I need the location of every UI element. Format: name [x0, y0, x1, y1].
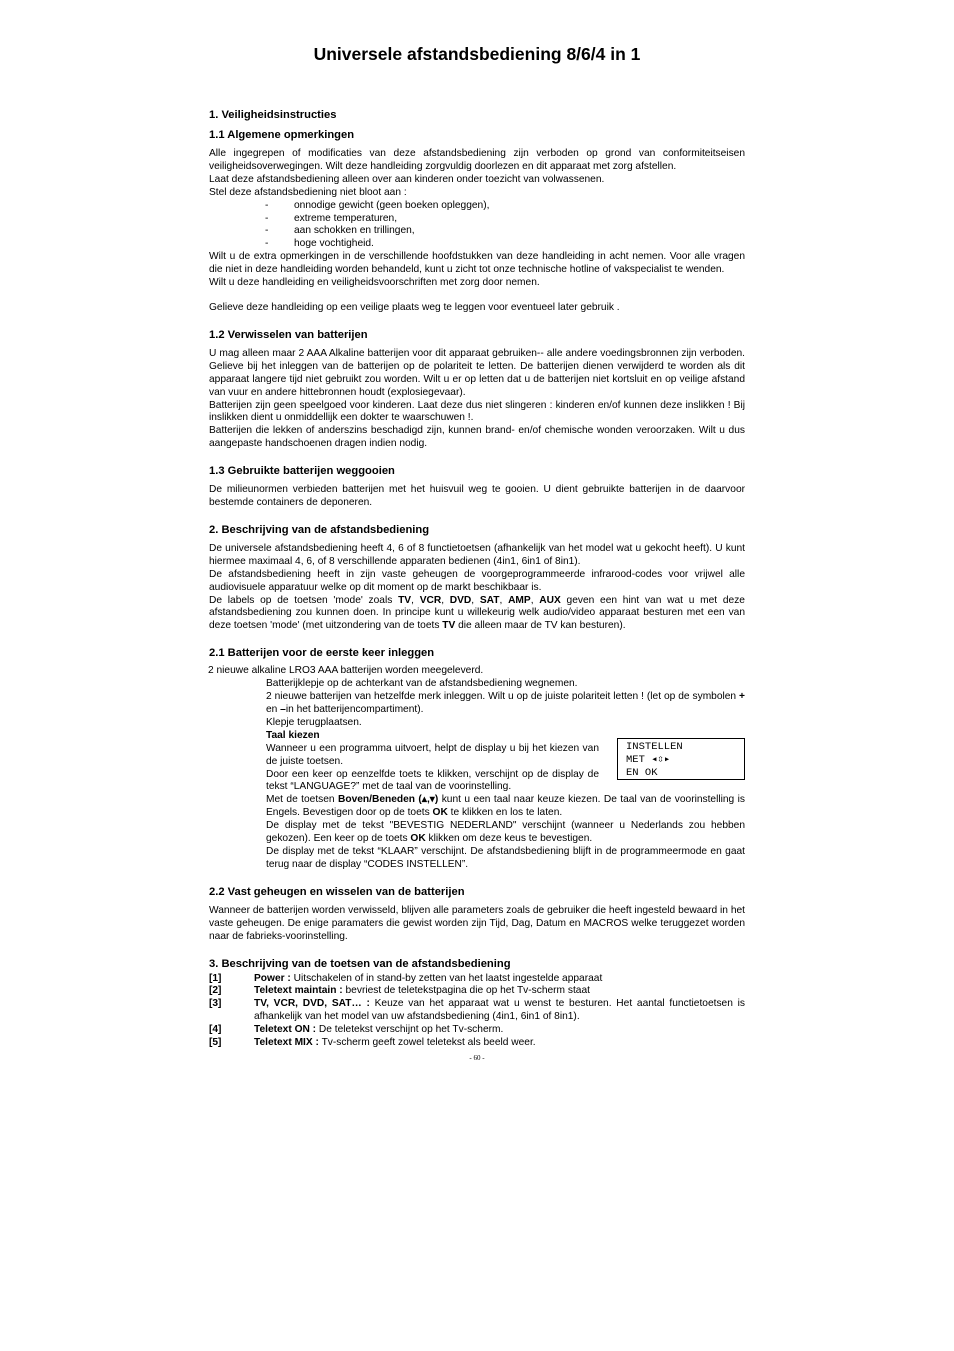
arrow-up-down-icon: ▴,▾) [421, 794, 439, 806]
key-list [209, 973, 745, 1050]
indented-steps [266, 678, 745, 872]
paragraph: Laat deze afstandsbediening alleen over aan kinderen onder toezicht van volwassenen. [209, 173, 605, 185]
list-item: - aan schokken en trillingen, [209, 225, 745, 238]
list-item: [4] Teletext ON : De teletekst verschijnt op het Tv-scherm. [209, 1024, 504, 1036]
list-item: [3] TV, VCR, DVD, SAT… : Keuze van het apparaat wat u wenst te besturen. Het aantal functietoetsen is afhankelijk van het model van uw afstandsbediening (4in1, 6in1 of 8in1). [209, 998, 745, 1023]
paragraph: Batterijen zijn geen speelgoed voor kinderen. Laat deze dus niet slingeren : kinderen en/of kunnen deze inslikken ! Bij inslikken dient u onmiddellijk een dokter te waarschuwen !. [209, 399, 745, 424]
page-title: Universele afstandsbediening 8/6/4 in 1 [313, 44, 641, 64]
page-number: - 60 - [469, 1054, 485, 1062]
paragraph: Wanneer u een programma uitvoert, helpt de display u bij het kiezen van de juiste toetsen. [266, 742, 599, 767]
lcd-line: INSTELLEN [626, 740, 683, 753]
paragraph: 2 nieuwe alkaline LRO3 AAA batterijen worden meegeleverd. [208, 665, 484, 677]
hazard-list [209, 200, 745, 252]
list-item: - extreme temperaturen, [209, 213, 745, 226]
paragraph: De milieunormen verbieden batterijen met het huisvuil weg te gooien. U dient gebruikte batterijen in de daarvoor bestemde containers de deponeren. [209, 484, 745, 509]
paragraph: De labels op de toetsen 'mode' zoals TV, VCR, DVD, SAT, AMP, AUX geven een hint van wat u met deze afstandsbediening zou kunnen doen. In principe kunt u willekeurig welk audio/video apparaat besturen met een van deze toetsen 'mode' (met uitzondering van de toets TV die alleen maar de TV kan besturen). [209, 594, 745, 632]
section-1-2-heading: 1.2 Verwisselen van batterijen [209, 328, 368, 341]
paragraph: Batterijklepje op de achterkant van de afstandsbediening wegnemen. [266, 678, 578, 690]
lcd-line: EN OK [626, 766, 658, 779]
paragraph: Gelieve deze handleiding op een veilige plaats weg te leggen voor eventueel later gebruik . [209, 301, 620, 313]
paragraph: De universele afstandsbediening heeft 4, 6 of 8 functietoetsen (afhankelijk van het model wat u gekocht heeft). U kunt hiermee maximaal 4, 6, of 8 verschillende apparaten bedienen (4in1, 6in1 of 8in1). [209, 542, 745, 567]
paragraph: Stel deze afstandsbediening niet bloot aan : [209, 186, 407, 198]
paragraph: De afstandsbediening heeft in zijn vaste geheugen de voorgeprogrammeerde infrarood-codes voor vrijwel alle audiovisuele apparatuur welke op dit moment op de markt beschikbaar is. [209, 568, 745, 593]
section-3-heading: 3. Beschrijving van de toetsen van de afstandsbediening [209, 957, 511, 970]
paragraph: Wilt u deze handleiding en veiligheidsvoorschriften met zorg door nemen. [209, 277, 540, 289]
content-column [209, 108, 745, 1050]
section-1-heading: 1. Veiligheidsinstructies [209, 109, 337, 121]
lcd-line: MET ◂⇳▸ [626, 753, 671, 766]
paragraph: Met de toetsen Boven/Beneden (▴,▾) kunt u een taal naar keuze kiezen. De taal van de voorinstelling is Engels. Bevestigen door op de toets OK te klikken en los te laten. [266, 794, 746, 819]
section-1-1-heading: 1.1 Algemene opmerkingen [209, 129, 355, 141]
lcd-block [266, 740, 745, 795]
section-1-3-heading: 1.3 Gebruikte batterijen weggooien [209, 465, 395, 478]
list-item: - hoge vochtigheid. [209, 238, 745, 251]
list-item: [5] Teletext MIX : Tv-scherm geeft zowel teletekst als beeld weer. [209, 1037, 536, 1049]
list-item: [2] Teletext maintain : bevriest de teletekstpagina die op het Tv-scherm staat [209, 985, 590, 997]
list-item: - onnodige gewicht (geen boeken opleggen), [209, 200, 745, 213]
paragraph: 2 nieuwe batterijen van hetzelfde merk inleggen. Wilt u op de juiste polariteit letten ! (let op de symbolen + en –in het batterijencompartiment). [266, 691, 745, 715]
section-2-1-heading: 2.1 Batterijen voor de eerste keer inleggen [209, 647, 435, 660]
lcd-display [617, 738, 745, 780]
paragraph: Klepje terugplaatsen. [266, 716, 362, 728]
paragraph: Batterijen die lekken of anderszins beschadigd zijn, kunnen brand- en/of chemische wonden veroorzaken. Wilt u dus aangepaste handschoenen dragen indien nodig. [209, 425, 745, 450]
paragraph: Wanneer de batterijen worden verwisseld, blijven alle parameters zoals de gebruiker die heeft ingesteld bewaard in het vaste geheugen. De enige paramaters die gewist worden zijn Tijd, Dag, Datum en MACROS welke teruggezet worden naar de fabrieks-voorinstelling. [209, 904, 745, 942]
list-item: [1] Power : Uitschakelen of in stand-by zetten van het laatst ingestelde apparaat [209, 972, 603, 984]
paragraph: De display met de tekst "BEVESTIG NEDERLAND" verschijnt (wanneer u Nederlands zou hebben gekozen). Een keer op de toets OK klikken om deze keus te bevestigen. [266, 820, 745, 845]
paragraph: Wilt u de extra opmerkingen in de verschillende hoofdstukken van deze handleiding in acht nemen. Voor alle vragen die niet in deze handleiding worden behandeld, kunt u zicht tot onze technische hotline of vakspecialist te wenden. [209, 251, 745, 276]
paragraph: U mag alleen maar 2 AAA Alkaline batterijen voor dit apparaat gebruiken-- alle andere voedingsbronnen zijn verboden. Gelieve bij het inleggen van de batterijen op de polariteit te letten. De batterijen dienen verwijderd te worden als dit apparaat langere tijd niet gebruikt zou worden. Wilt u er op letten dat u de batterijen niet kortsluit en op veilige afstand van vuur en andere hittebronnen houdt (explosiegevaar). [209, 347, 745, 398]
section-2-heading: 2. Beschrijving van de afstandsbediening [209, 523, 430, 536]
paragraph: Door een keer op eenzelfde toets te klikken, verschijnt op de display de tekst “LANGUAGE?” met de taal van de voorinstelling. [266, 768, 599, 793]
paragraph: Alle ingegrepen of modificaties van deze afstandsbediening zijn verboden op grond van conformiteitseisen veiligheidsoverwegingen. Wilt deze handleiding zorgvuldig doorlezen en dit apparaat met zorg afstellen. [209, 148, 745, 172]
subheading: Taal kiezen [266, 729, 320, 741]
section-2-2-heading: 2.2 Vast geheugen en wisselen van de batterijen [209, 885, 465, 898]
paragraph: De display met de tekst “KLAAR” verschijnt. De afstandsbediening blijft in de programmeermode en gaat terug naar de display “CODES INSTELLEN”. [266, 845, 745, 870]
